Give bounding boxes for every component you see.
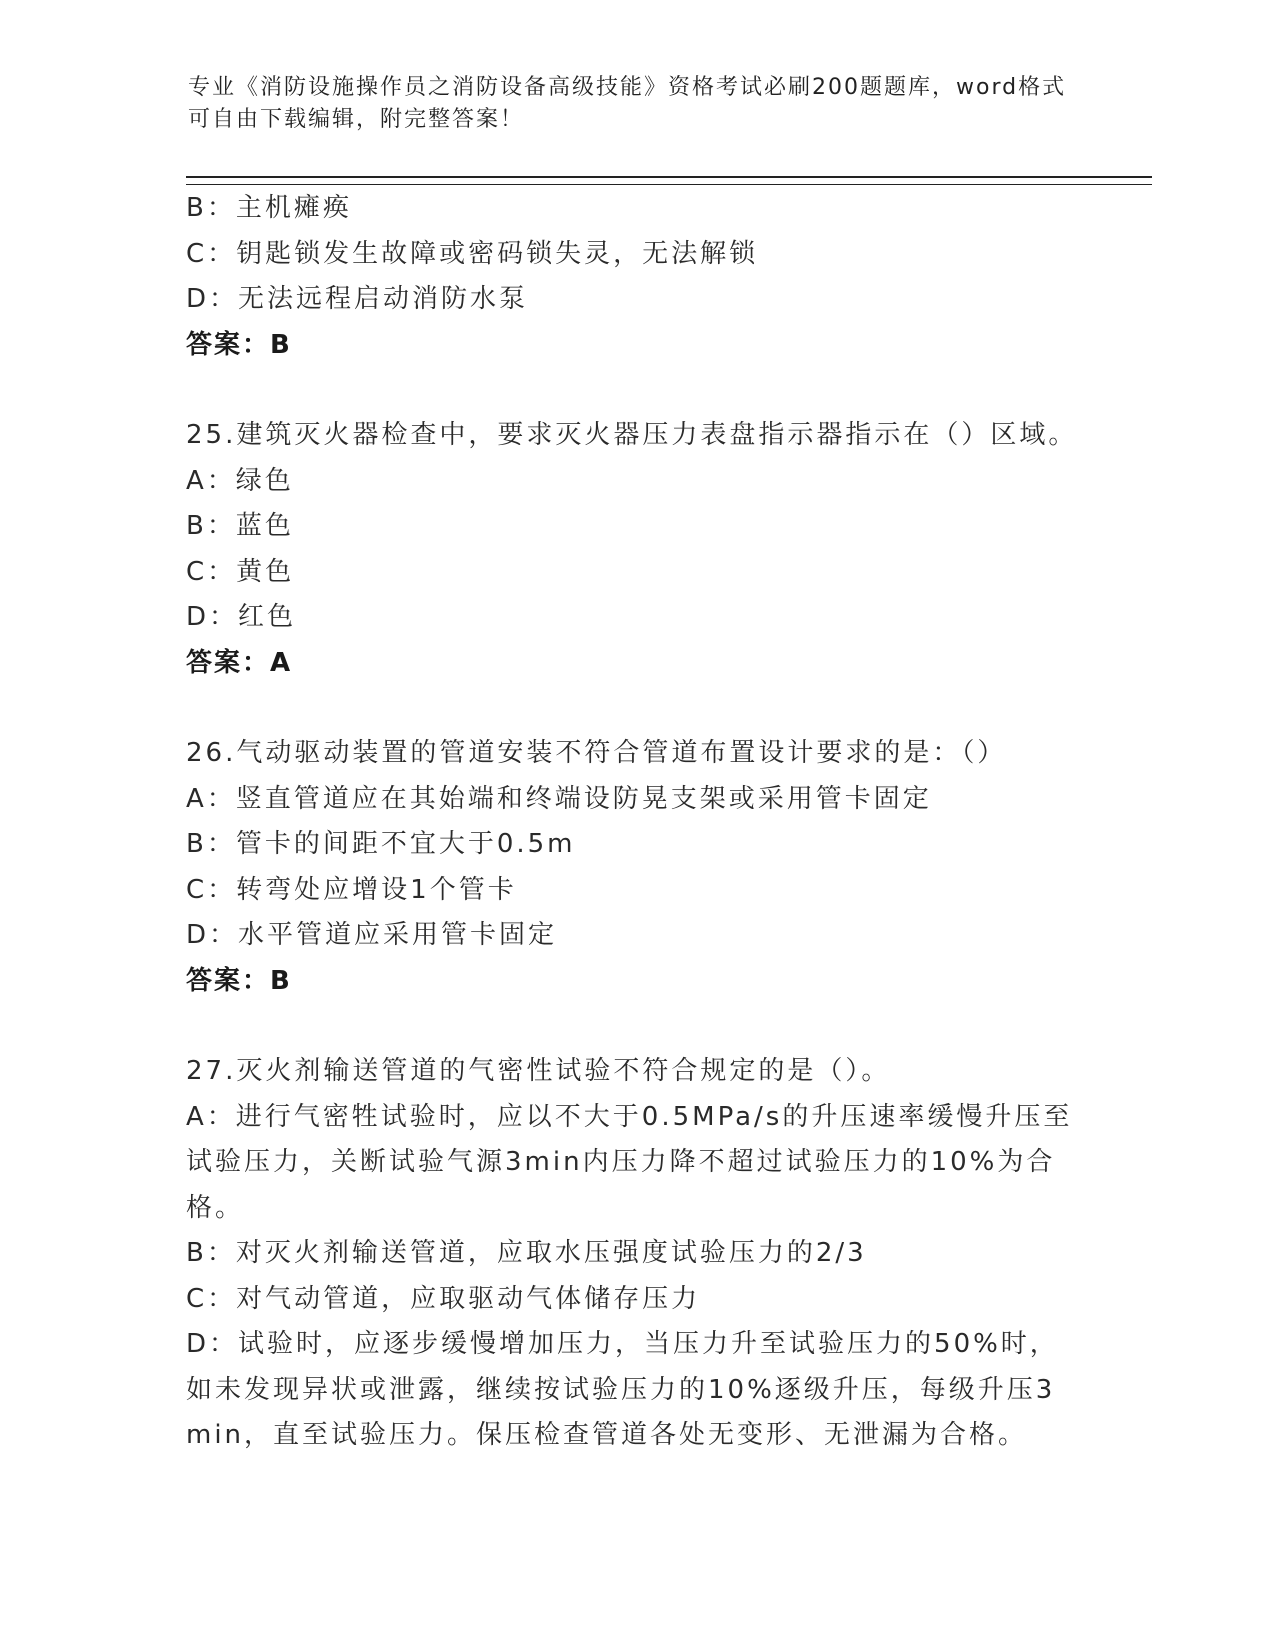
question-stem: 25.建筑灭火器检查中，要求灭火器压力表盘指示器指示在（）区域。: [186, 420, 1078, 450]
option-a: A：绿色: [186, 465, 294, 496]
question-24-continued: [186, 186, 1076, 368]
answer-line: 答案：A: [186, 647, 293, 678]
answer-line: 答案：B: [186, 329, 292, 360]
option-c: C：对气动管道，应取驱动气体储存压力: [186, 1283, 701, 1314]
answer-line: 答案：B: [186, 965, 292, 996]
option-c: C：转弯处应增设1个管卡: [186, 874, 517, 905]
option-c: C：黄色: [186, 556, 295, 587]
option-b: B：管卡的间距不宜大于0.5m: [186, 829, 576, 859]
option-d: D：试验时，应逐步缓慢增加压力，当压力升至试验压力的50%时，如未发现异状或泄露，继续按试验压力的10%逐级升压，每级升压3min，直至试验压力。保压检查管道各处无变形、无泄漏为合格。: [186, 1329, 1059, 1450]
option-b: B：主机瘫痪: [186, 193, 352, 223]
option-b: B：蓝色: [186, 511, 294, 541]
header-divider: [186, 176, 1152, 185]
option-a: A：进行气密牲试验时，应以不大于0.5MPa/s的升压速率缓慢升压至试验压力，关断试验气源3min内压力降不超过试验压力的10%为合格。: [186, 1101, 1073, 1223]
question-list: [186, 186, 1076, 1459]
option-a: A：竖直管道应在其始端和终端设防晃支架或采用管卡固定: [186, 783, 932, 814]
question-25: [186, 413, 1076, 686]
option-d: D：红色: [186, 602, 297, 632]
document-header: 专业《消防设施操作员之消防设备高级技能》资格考试必刷200题题库，word格式可自由下载编辑，附完整答案！: [188, 75, 1067, 132]
question-stem: 27.灭火剂输送管道的气密性试验不符合规定的是（）。: [186, 1056, 891, 1086]
option-d: D：水平管道应采用管卡固定: [186, 920, 558, 950]
question-27: [186, 1049, 1076, 1459]
question-26: [186, 731, 1076, 1004]
option-d: D：无法远程启动消防水泵: [186, 284, 529, 314]
option-c: C：钥匙锁发生故障或密码锁失灵，无法解锁: [186, 238, 759, 269]
question-stem: 26.气动驱动装置的管道安装不符合管道布置设计要求的是：（）: [186, 738, 1007, 768]
option-b: B：对灭火剂输送管道，应取水压强度试验压力的2/3: [186, 1238, 867, 1268]
